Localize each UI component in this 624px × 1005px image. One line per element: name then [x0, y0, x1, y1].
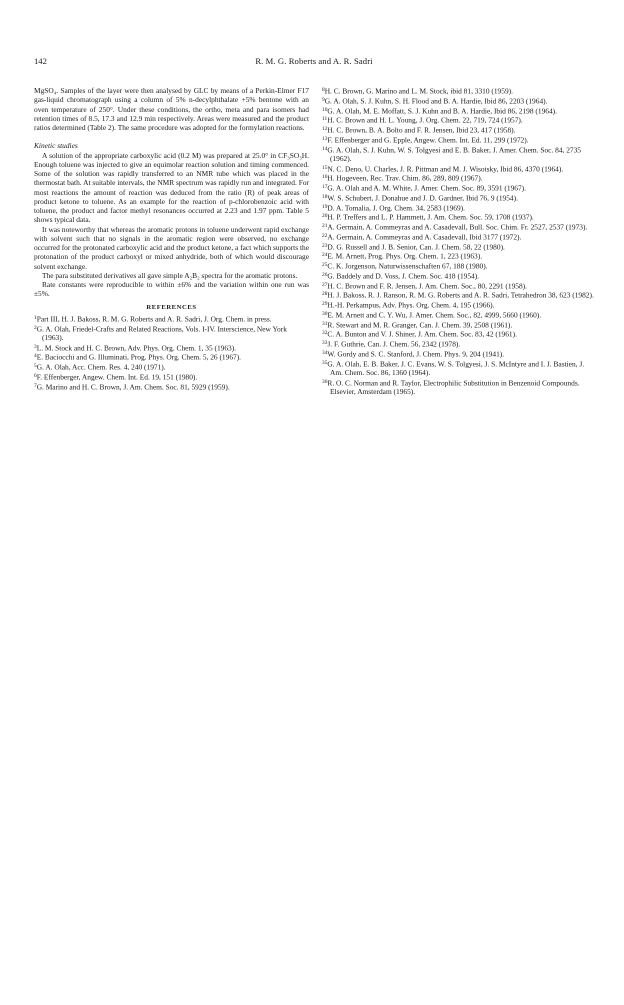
reference-text: F. Effenberger, Angew. Chem. Int. Ed. 19, 151 (1980). — [36, 372, 198, 382]
reference-list-right — [322, 86, 597, 397]
reference-text: L. M. Stock and H. C. Brown, Adv. Phys. Org. Chem. 1, 35 (1963). — [36, 343, 237, 352]
reference-text: C. K. Jorgenson, Naturwissenschaften 67, 188 (1980). — [327, 261, 488, 271]
reference-item — [322, 203, 597, 213]
reference-text: H. C. Brown and H. L. Young, J. Org. Chem. 22, 719, 724 (1957). — [327, 115, 523, 125]
reference-item — [322, 281, 597, 291]
reference-text: Part III, H. J. Bakoss, R. M. G. Roberts and A. R. Sadri, J. Org. Chem. in press. — [36, 314, 272, 324]
reference-text: H. J. Bakoss, R. J. Ranson, R. M. G. Roberts and A. R. Sadri, Tetrahedron 38, 623 (1982). — [327, 290, 594, 300]
reference-text: E. M. Arnett, Prog. Phys. Org. Chem. 1, 223 (1963). — [327, 251, 483, 261]
section-heading-kinetic-studies: Kinetic studies — [34, 141, 78, 151]
reference-number: 22 — [322, 232, 328, 239]
reference-number: 2 — [34, 324, 37, 331]
page-header — [34, 54, 594, 68]
reference-item — [322, 145, 597, 164]
reference-text: W. Gordy and S. C. Stanford, J. Chem. Phys. 9, 204 (1941). — [327, 349, 505, 359]
running-head: R. M. G. Roberts and A. R. Sadri — [255, 56, 373, 66]
reference-item — [322, 183, 597, 193]
reference-number: 36 — [322, 378, 328, 385]
reference-item — [34, 362, 309, 372]
reference-item — [322, 290, 597, 300]
reference-number: 9 — [322, 96, 325, 103]
reference-text: G. A. Olah, S. J. Kuhn, S. H. Flood and B. A. Hardie, Ibid 86, 2203 (1964). — [324, 96, 548, 106]
reference-number: 6 — [34, 372, 37, 379]
reference-item — [322, 86, 597, 96]
reference-number: 19 — [322, 203, 328, 210]
reference-number: 15 — [322, 164, 328, 171]
reference-number: 5 — [34, 363, 37, 369]
reference-number: 21 — [322, 223, 328, 229]
reference-number: 14 — [322, 145, 328, 152]
reference-number: 13 — [322, 135, 328, 142]
reference-number: 7 — [34, 382, 37, 389]
reference-item — [322, 359, 597, 378]
reference-number: 12 — [322, 126, 328, 132]
reference-text: J. F. Guthrie, Can. J. Chem. 56, 2342 (1978). — [327, 339, 461, 349]
reference-text: H. C. Brown, B. A. Bolto and F. R. Jensen, Ibid 23, 417 (1958). — [327, 125, 516, 135]
reference-item — [322, 164, 597, 174]
reference-number: 8 — [322, 87, 325, 93]
references-heading: REFERENCES — [146, 303, 197, 311]
reference-number: 26 — [322, 271, 328, 278]
reference-number: 30 — [322, 310, 328, 317]
reference-text: R. O. C. Norman and R. Taylor, Electrophilic Substitution in Benzenoid Compounds. Elsevier, Amsterdam (1965). — [327, 378, 580, 397]
reference-number: 17 — [322, 184, 328, 190]
reference-text: G. A. Olah, E. B. Baker, J. C. Evans, W. S. Tolgyesi, J. S. McIntyre and I. J. Bastien, J. Am. Chem. Soc. 86, 1360 (1964). — [327, 359, 585, 378]
reference-item — [322, 300, 597, 310]
reference-number: 34 — [322, 349, 328, 356]
reference-text: H.-H. Perkampus, Adv. Phys. Org. Chem. 4, 195 (1966). — [327, 300, 495, 310]
reference-item — [322, 125, 597, 135]
reference-item — [322, 115, 597, 125]
reference-text: N. C. Deno, U. Charles, J. R. Pittman and M. J. Wisotsky, Ibid 86, 4370 (1964). — [327, 164, 564, 173]
reference-item — [322, 222, 597, 232]
reference-item — [322, 232, 597, 242]
reference-text: W. S. Schubert, J. Donahue and J. D. Gardner, Ibid 76, 9 (1954). — [327, 193, 518, 203]
reference-number: 1 — [34, 314, 37, 321]
reference-text: D. G. Russell and J. B. Senior, Can. J. Chem. 58, 22 (1980). — [327, 242, 505, 251]
reference-number: 10 — [322, 106, 328, 113]
reference-text: G. A. Olah and A. M. White, J. Amer. Chem. Soc. 89, 3591 (1967). — [327, 183, 526, 193]
reference-text: G. A. Olah, M. E. Moffatt, S. J. Kuhn and B. A. Hardie, Ibid 86, 2198 (1964). — [327, 106, 557, 115]
reference-list-left — [34, 314, 309, 392]
reference-number: 20 — [322, 213, 328, 220]
reference-text: D. A. Tomalia, J. Org. Chem. 34, 2583 (1969). — [327, 203, 465, 212]
reference-item — [322, 310, 597, 320]
reference-number: 32 — [322, 330, 328, 337]
reference-number: 28 — [322, 291, 328, 298]
reference-item — [322, 193, 597, 203]
reference-item — [34, 314, 309, 324]
reference-item — [322, 242, 597, 252]
reference-text: A. Germain, A. Commeyras and A. Casadevall, Bull. Soc. Chim. Fr. 2527, 2537 (1973). — [327, 222, 588, 232]
reference-item — [34, 324, 309, 343]
reference-item — [322, 106, 597, 116]
reference-item — [34, 382, 309, 392]
reference-item — [322, 173, 597, 183]
reference-number: 31 — [322, 320, 328, 327]
reference-item — [322, 271, 597, 281]
reference-number: 35 — [322, 359, 328, 366]
reference-text: C. A. Bunton and V. J. Shiner, J. Am. Chem. Soc. 83, 42 (1961). — [327, 329, 517, 339]
reference-item — [322, 135, 597, 145]
reference-item — [322, 320, 597, 330]
page-number: 142 — [34, 56, 47, 66]
reference-number: 3 — [34, 343, 37, 350]
reference-text: G. A. Olah, Friedel-Crafts and Related Reactions, Vols. I-IV. Interscience, New York (1963). — [36, 324, 287, 343]
body-paragraph: MgSO₄. Samples of the layer were then analysed by GLC by means of a Perkin-Elmer F17 gas-liquid chromatograph using a column of 5% n-decylphthalate +5% bentone with an oven temperature of 250°. Under these conditions, the ortho, meta and para isomers had retention times of 8.5, 17.3 and 12.9 min respectively. Areas were measured and the product ratios determined (Table 2). The same procedure was adopted for the formylation reactions. — [34, 86, 309, 132]
reference-text: G. Baddely and D. Voss, J. Chem. Soc. 418 (1954). — [327, 271, 480, 281]
reference-item — [322, 349, 597, 359]
reference-item — [322, 96, 597, 106]
body-paragraph: It was noteworthy that whereas the aromatic protons in toluene underwent rapid exchange with solvent such that no signals in the aromatic region were observed, no exchange occurred for the protonated carboxylic acid and the product ketone, a fact which supports the protonation of the product carboxyl or mixed anhydride, both of which would discourage solvent exchange. — [34, 224, 309, 271]
reference-item — [322, 339, 597, 349]
reference-item — [34, 343, 309, 353]
reference-text: R. Stewart and M. R. Granger, Can. J. Chem. 39, 2508 (1961). — [327, 320, 513, 329]
body-paragraph: Rate constants were reproducible to within ±6% and the variation within one run was ±5%. — [34, 280, 309, 299]
reference-item — [322, 329, 597, 339]
reference-number: 23 — [322, 242, 328, 249]
reference-number: 16 — [322, 174, 328, 181]
reference-text: G. A. Olah, Acc. Chem. Res. 4, 240 (1971). — [36, 362, 166, 372]
reference-number: 27 — [322, 281, 328, 288]
reference-text: G. A. Olah, S. J. Kuhn, W. S. Tolgyesi and E. B. Baker, J. Amer. Chem. Soc. 84, 2735 (1962). — [327, 145, 582, 164]
reference-item — [322, 212, 597, 222]
reference-item — [34, 352, 309, 362]
reference-text: G. Marino and H. C. Brown, J. Am. Chem. Soc. 81, 5929 (1959). — [36, 382, 230, 391]
reference-item — [322, 261, 597, 271]
reference-text: H. C. Brown and F. R. Jensen, J. Am. Chem. Soc., 80, 2291 (1958). — [327, 281, 527, 290]
reference-item — [322, 378, 597, 397]
reference-item — [34, 372, 309, 382]
reference-text: E. Baciocchi and G. Illuminati, Prog. Phys. Org. Chem. 5, 26 (1967). — [36, 352, 242, 362]
body-paragraph: A solution of the appropriate carboxylic acid (0.2 M) was prepared at 25.0° in CF₃SO₃H. Enough toluene was injected to give an equimolar reaction solution and timing commenced. Some of the solution was rapidly transferred to an NMR tube which was placed in the thermostat bath. At suitable intervals, the NMR spectrum was rapidly run and integrated. For most reactions the amount of reaction was deduced from the ratio (R) of peak areas of product ketone to toluene. As an example for the reaction of p-chlorobenzoic acid with toluene, the product and factor methyl resonances occurred at 2.23 and 1.97 ppm. Table 5 shows typical data. — [34, 150, 309, 225]
reference-number: 33 — [322, 340, 328, 346]
left-column — [34, 86, 309, 391]
reference-text: H. Hogeveen, Rec. Trav. Chim. 86, 289, 809 (1967). — [327, 173, 483, 183]
reference-number: 29 — [322, 301, 328, 307]
reference-number: 24 — [322, 252, 328, 259]
reference-text: A. Germain, A. Commeyras and A. Casadevall, Ibid 3177 (1972). — [327, 232, 522, 242]
reference-number: 18 — [322, 193, 328, 200]
reference-text: H. P. Treffers and L. P. Hammett, J. Am. Chem. Soc. 59, 1708 (1937). — [327, 212, 534, 222]
reference-item — [322, 251, 597, 261]
right-column — [322, 86, 597, 397]
reference-text: E. M. Arnett and C. Y. Wu, J. Amer. Chem. Soc., 82, 4999, 5660 (1960). — [327, 310, 542, 320]
reference-number: 11 — [322, 116, 328, 123]
reference-number: 4 — [34, 353, 37, 360]
reference-number: 25 — [322, 262, 328, 268]
reference-text: F. Effenberger and G. Epple, Angew. Chem. Int. Ed. 11, 299 (1972). — [327, 135, 529, 145]
reference-text: H. C. Brown, G. Marino and L. M. Stock, ibid 81, 3310 (1959). — [324, 86, 513, 96]
body-paragraph: The para substituted derivatives all gave simple A₂B₂ spectra for the aromatic protons. — [42, 270, 298, 280]
